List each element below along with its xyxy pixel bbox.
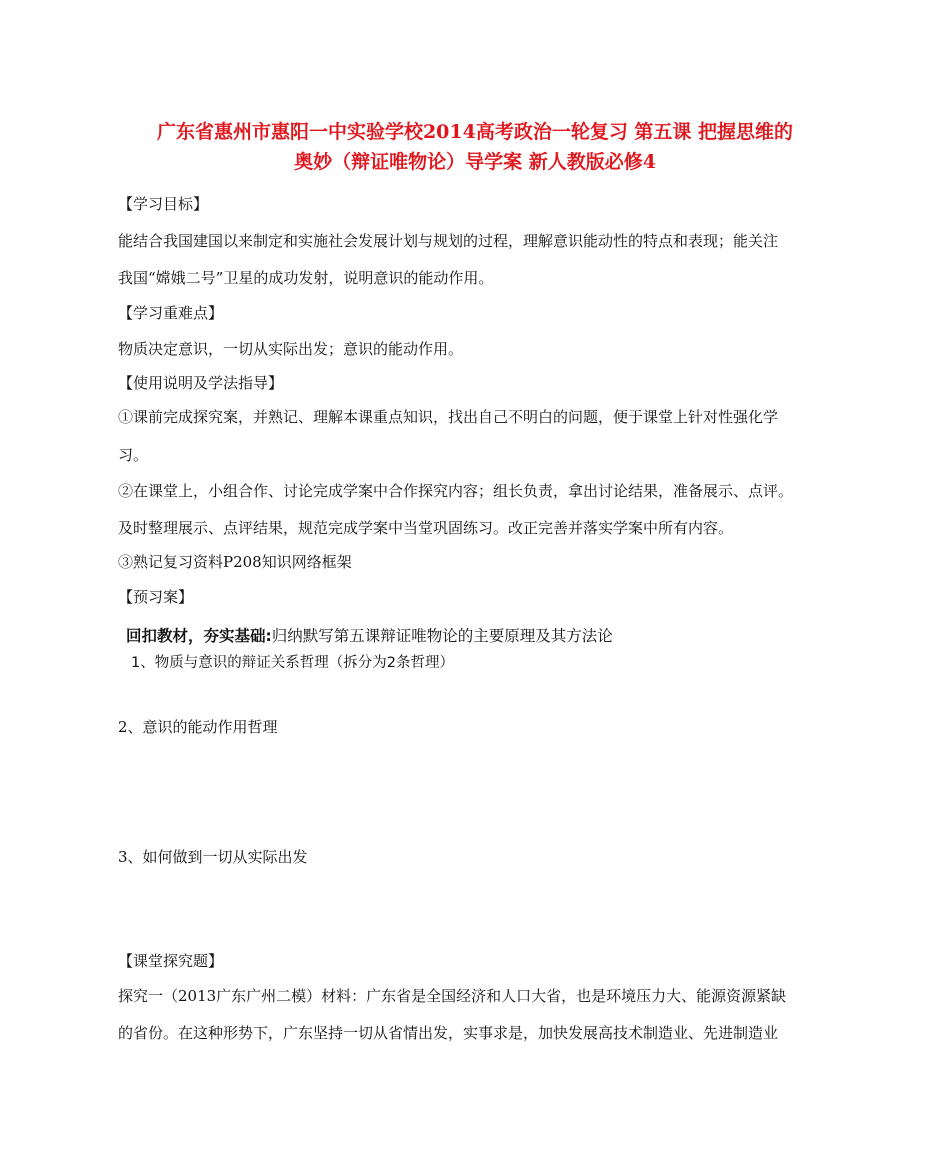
usage-item-1b: 习。 [118, 446, 149, 464]
preview-item-2: 2、意识的能动作用哲理 [118, 718, 278, 736]
preview-instruction-rest: 归纳默写第五课辩证唯物论的主要原理及其方法论 [271, 627, 613, 645]
explore-line-1: 探究一（2013广东广州二模）材料：广东省是全国经济和人口大省，也是环境压力大、能源资源紧缺 [118, 987, 787, 1005]
preview-header: 【预习案】 [118, 588, 194, 606]
preview-item-1: 1、物质与意识的辩证关系哲理（拆分为2条哲理） [131, 655, 454, 671]
document-title-line-2: 奥妙（辩证唯物论）导学案 新人教版必修4 [294, 151, 656, 173]
preview-item-3: 3、如何做到一切从实际出发 [118, 848, 308, 866]
explore-line-2: 的省份。在这种形势下，广东坚持一切从省情出发，实事求是，加快发展高技术制造业、先进制造业 [118, 1024, 779, 1042]
preview-instruction [126, 624, 613, 646]
goals-header: 【学习目标】 [118, 195, 209, 213]
usage-header: 【使用说明及学法指导】 [118, 374, 284, 392]
usage-item-2b: 及时整理展示、点评结果，规范完成学案中当堂巩固练习。改正完善并落实学案中所有内容。 [118, 519, 734, 537]
goals-line-2: 我国“嫦娥二号”卫星的成功发射，说明意识的能动作用。 [118, 269, 494, 287]
usage-item-3: ③熟记复习资料P208知识网络框架 [118, 553, 352, 571]
document-title-line-1: 广东省惠州市惠阳一中实验学校2014高考政治一轮复习 第五课 把握思维的 [156, 121, 794, 143]
key-points-line: 物质决定意识，一切从实际出发；意识的能动作用。 [118, 340, 464, 358]
preview-instruction-bold: 回扣教材，夯实基础: [126, 627, 272, 645]
explore-header: 【课堂探究题】 [118, 952, 224, 970]
usage-item-1a: ①课前完成探究案，并熟记、理解本课重点知识，找出自己不明白的问题，便于课堂上针对性强化学 [118, 408, 779, 426]
goals-line-1: 能结合我国建国以来制定和实施社会发展计划与规划的过程，理解意识能动性的特点和表现；能关注 [118, 232, 779, 250]
key-points-header: 【学习重难点】 [118, 304, 224, 322]
usage-item-2a: ②在课堂上，小组合作、讨论完成学案中合作探究内容；组长负责，拿出讨论结果，准备展示、点评。 [118, 482, 794, 500]
